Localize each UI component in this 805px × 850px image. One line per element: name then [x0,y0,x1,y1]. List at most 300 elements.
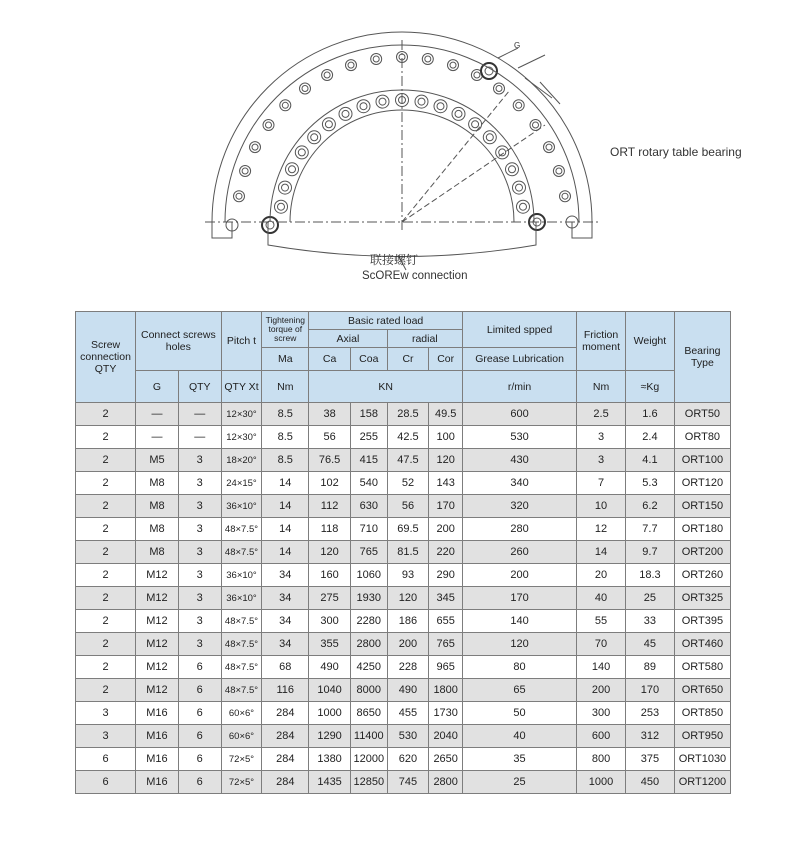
unit-rmin: r/min [463,371,577,403]
table-row [76,403,731,426]
table-cell: 36×10° [221,564,262,587]
radius-line [402,125,545,222]
table-cell: 284 [262,725,309,748]
table-cell: 48×7.5° [221,541,262,564]
screw-hole-inner [450,62,456,68]
table-cell: 52 [387,472,429,495]
table-row [76,564,731,587]
table-cell: 69.5 [387,518,429,541]
table-cell: 355 [309,633,351,656]
table-cell: ORT200 [674,541,730,564]
table-cell: 2 [76,449,136,472]
table-cell: 2 [76,633,136,656]
table-cell: 6 [76,771,136,794]
table-cell: 284 [262,748,309,771]
table-cell: 1435 [309,771,351,794]
screw-hole [263,120,274,131]
screw-hole [322,70,333,81]
table-cell: ORT120 [674,472,730,495]
table-row [76,679,731,702]
col-cor: Cor [429,348,463,371]
table-cell: 3 [577,426,626,449]
screw-hole-inner [516,184,523,191]
unit-kn: KN [309,371,463,403]
col-axial: Axial [309,330,387,348]
table-cell: 530 [463,426,577,449]
table-cell: 118 [309,518,351,541]
table-cell: 18.3 [625,564,674,587]
table-cell: 8.5 [262,449,309,472]
screw-hole [553,166,564,177]
table-cell: M12 [136,656,179,679]
dimension-line [540,82,560,104]
screw-hole [275,200,288,213]
table-cell: 24×15° [221,472,262,495]
table-cell: ORT80 [674,426,730,449]
screw-hole-inner [311,134,318,141]
table-cell: 1060 [350,564,387,587]
table-cell: 34 [262,564,309,587]
table-cell: ORT50 [674,403,730,426]
screw-hole-inner [425,56,431,62]
table-cell: M16 [136,748,179,771]
table-cell: 3 [577,449,626,472]
table-cell: 1000 [577,771,626,794]
table-cell: 12850 [350,771,387,794]
col-limited-speed: Limited spped [463,312,577,348]
table-cell: 36×10° [221,495,262,518]
table-cell: 12000 [350,748,387,771]
table-cell: 12×30° [221,403,262,426]
table-cell: 170 [463,587,577,610]
screw-hole [279,181,292,194]
table-cell: 72×5° [221,748,262,771]
screw-hole-inner [278,203,285,210]
table-cell: 186 [387,610,429,633]
table-cell: ORT850 [674,702,730,725]
table-cell: M12 [136,679,179,702]
table-row [76,656,731,679]
table-cell: 290 [429,564,463,587]
table-cell: 120 [463,633,577,656]
table-cell: ORT395 [674,610,730,633]
table-cell: 140 [577,656,626,679]
table-cell: 48×7.5° [221,518,262,541]
col-ma: Ma [262,348,309,371]
screw-hole-inner [282,102,288,108]
table-cell: 620 [387,748,429,771]
unit-qty: QTY [178,371,221,403]
screw-hole-inner [562,193,568,199]
table-cell: 255 [350,426,387,449]
col-connect-holes: Connect screws holes [136,312,222,371]
screw-hole [494,83,505,94]
table-cell: 490 [309,656,351,679]
table-cell: 1290 [309,725,351,748]
table-cell: 1730 [429,702,463,725]
table-cell: 47.5 [387,449,429,472]
table-cell: 116 [262,679,309,702]
table-cell: 415 [350,449,387,472]
table-cell: 102 [309,472,351,495]
screw-hole [496,146,509,159]
table-row [76,449,731,472]
table-cell: 2 [76,426,136,449]
screw-hole-inner [379,98,386,105]
table-cell: 800 [577,748,626,771]
table-cell: 600 [463,403,577,426]
table-cell: 3 [178,587,221,610]
screw-hole [357,100,370,113]
screw-hole-inner [348,62,354,68]
table-cell: 3 [178,564,221,587]
table-cell: 3 [178,472,221,495]
table-cell: 60×6° [221,702,262,725]
screw-hole-inner [418,98,425,105]
table-cell: 3 [178,610,221,633]
screw-hole-inner [360,103,367,110]
table-cell: 42.5 [387,426,429,449]
table-row [76,587,731,610]
table-cell: 38 [309,403,351,426]
screw-hole-inner [499,149,506,156]
table-cell: 3 [178,541,221,564]
table-cell: 25 [463,771,577,794]
table-cell: 34 [262,587,309,610]
table-row [76,518,731,541]
table-cell: 200 [463,564,577,587]
table-cell: 36×10° [221,587,262,610]
screw-hole [434,100,447,113]
table-cell: 2040 [429,725,463,748]
table-cell: 530 [387,725,429,748]
table-cell: 765 [429,633,463,656]
table-row [76,426,731,449]
table-cell: 76.5 [309,449,351,472]
table-cell: 430 [463,449,577,472]
page-title: ORT rotary table bearing [610,145,742,159]
ring-foot-right [572,222,592,238]
screw-hole [240,166,251,177]
table-cell: 40 [577,587,626,610]
table-cell: M16 [136,725,179,748]
screw-hole-inner [520,203,527,210]
screw-hole-inner [266,122,272,128]
table-cell: 300 [309,610,351,633]
screw-hole [452,107,465,120]
screw-hole [469,118,482,131]
table-cell: — [178,403,221,426]
table-cell: ORT950 [674,725,730,748]
table-cell: 1800 [429,679,463,702]
table-cell: 48×7.5° [221,679,262,702]
col-weight: Weight [625,312,674,371]
table-cell: 1000 [309,702,351,725]
g-dimension-label: G [514,41,521,50]
table-cell: 312 [625,725,674,748]
screw-hole [234,191,245,202]
screw-hole-inner [496,86,502,92]
table-cell: 5.3 [625,472,674,495]
table-cell: 55 [577,610,626,633]
table-cell: 1380 [309,748,351,771]
table-row [76,725,731,748]
table-cell: 253 [625,702,674,725]
table-cell: 6 [178,656,221,679]
table-cell: 14 [262,472,309,495]
screw-hole-inner [302,86,308,92]
table-cell: 120 [309,541,351,564]
table-cell: 3 [178,518,221,541]
table-cell: 8650 [350,702,387,725]
table-cell: 8.5 [262,426,309,449]
table-cell: 2650 [429,748,463,771]
table-cell: M12 [136,610,179,633]
table-cell: 710 [350,518,387,541]
table-cell: 375 [625,748,674,771]
col-basic-load: Basic rated load [309,312,463,330]
screw-hole-inner [516,102,522,108]
table-cell: 140 [463,610,577,633]
table-cell: 1040 [309,679,351,702]
table-cell: 14 [577,541,626,564]
screw-hole [483,131,496,144]
table-cell: 490 [387,679,429,702]
table-cell: 2 [76,495,136,518]
unit-nm: Nm [262,371,309,403]
table-cell: ORT325 [674,587,730,610]
screw-hole-inner [455,110,462,117]
table-row [76,748,731,771]
table-cell: 600 [577,725,626,748]
table-cell: 10 [577,495,626,518]
screw-hole [308,131,321,144]
screw-connection-caption-cn: 联接螺钉 [370,253,419,267]
table-cell: 8000 [350,679,387,702]
screw-hole [371,54,382,65]
table-row [76,495,731,518]
screw-hole-inner [546,144,552,150]
table-cell: 200 [429,518,463,541]
table-cell: 65 [463,679,577,702]
table-cell: 320 [463,495,577,518]
table-cell: 340 [463,472,577,495]
table-row [76,702,731,725]
unit-nm-friction: Nm [577,371,626,403]
screw-hole [415,95,428,108]
table-cell: 3 [76,725,136,748]
table-cell: 3 [76,702,136,725]
table-cell: 200 [577,679,626,702]
table-cell: 70 [577,633,626,656]
screw-hole-inner [298,149,305,156]
table-cell: 45 [625,633,674,656]
screw-hole [346,60,357,71]
table-cell: 345 [429,587,463,610]
screw-hole-inner [324,72,330,78]
screw-hole-inner [289,166,296,173]
screw-hole [544,142,555,153]
screw-hole [422,54,433,65]
screw-hole [513,100,524,111]
table-cell: 28.5 [387,403,429,426]
screw-hole [280,100,291,111]
table-cell: 48×7.5° [221,656,262,679]
screw-hole-inner [342,110,349,117]
screw-hole-inner [373,56,379,62]
table-cell: M16 [136,771,179,794]
table-cell: 6 [178,748,221,771]
table-cell: 170 [625,679,674,702]
table-cell: 158 [350,403,387,426]
table-cell: 6 [178,702,221,725]
col-screw-qty: Screw connection QTY [76,312,136,403]
table-cell: — [136,426,179,449]
table-cell: M8 [136,495,179,518]
table-cell: 14 [262,541,309,564]
table-cell: 56 [387,495,429,518]
table-row [76,610,731,633]
table-cell: 14 [262,495,309,518]
table-cell: 8.5 [262,403,309,426]
table-cell: 4.1 [625,449,674,472]
screw-hole [322,118,335,131]
table-cell: M12 [136,633,179,656]
table-cell: 6 [76,748,136,771]
table-cell: 4250 [350,656,387,679]
unit-g: G [136,371,179,403]
table-cell: 2280 [350,610,387,633]
screw-hole [286,163,299,176]
table-cell: ORT1200 [674,771,730,794]
table-cell: 72×5° [221,771,262,794]
table-cell: 3 [178,633,221,656]
screw-hole [448,60,459,71]
col-cr: Cr [387,348,429,371]
table-cell: 60×6° [221,725,262,748]
table-cell: 2 [76,610,136,633]
table-cell: 300 [577,702,626,725]
table-cell: 540 [350,472,387,495]
table-cell: 6 [178,771,221,794]
table-cell: ORT260 [674,564,730,587]
table-cell: 2 [76,472,136,495]
table-cell: 745 [387,771,429,794]
table-cell: 18×20° [221,449,262,472]
table-cell: 6 [178,679,221,702]
screw-hole-inner [325,121,332,128]
col-ca: Ca [309,348,351,371]
table-cell: 34 [262,610,309,633]
table-cell: ORT150 [674,495,730,518]
screw-hole [560,191,571,202]
table-cell: 93 [387,564,429,587]
table-cell: 14 [262,518,309,541]
specification-table [75,311,731,794]
table-cell: 455 [387,702,429,725]
screw-hole-inner [509,166,516,173]
table-cell: 2800 [429,771,463,794]
col-friction: Friction moment [577,312,626,371]
screw-hole [339,107,352,120]
screw-hole-inner [474,72,480,78]
table-cell: 3 [178,449,221,472]
table-cell: 48×7.5° [221,633,262,656]
table-cell: 3 [178,495,221,518]
screw-hole-inner [282,184,289,191]
screw-hole [506,163,519,176]
screw-hole-inner [252,144,258,150]
table-cell: ORT460 [674,633,730,656]
screw-hole-inner [472,121,479,128]
table-cell: 160 [309,564,351,587]
table-cell: M12 [136,587,179,610]
table-cell: M8 [136,541,179,564]
table-cell: 2 [76,564,136,587]
table-cell: 200 [387,633,429,656]
screw-hole [513,181,526,194]
screw-hole-inner [236,193,242,199]
table-row [76,472,731,495]
table-cell: M8 [136,472,179,495]
table-cell: — [178,426,221,449]
table-cell: 275 [309,587,351,610]
table-cell: 1.6 [625,403,674,426]
table-cell: 220 [429,541,463,564]
table-cell: 450 [625,771,674,794]
table-cell: 81.5 [387,541,429,564]
col-pitch: Pitch t [221,312,262,371]
table-cell: 1930 [350,587,387,610]
table-cell: 2800 [350,633,387,656]
table-cell: 6.2 [625,495,674,518]
table-cell: 9.7 [625,541,674,564]
table-cell: 2 [76,656,136,679]
table-cell: — [136,403,179,426]
table-row [76,771,731,794]
screw-hole [300,83,311,94]
col-grease: Grease Lubrication [463,348,577,371]
table-cell: M5 [136,449,179,472]
table-cell: 2 [76,587,136,610]
screw-hole-inner [242,168,248,174]
table-cell: 170 [429,495,463,518]
table-cell: 56 [309,426,351,449]
table-cell: 630 [350,495,387,518]
table-cell: 765 [350,541,387,564]
table-cell: 33 [625,610,674,633]
table-cell: 228 [387,656,429,679]
table-cell: ORT100 [674,449,730,472]
col-torque: Tightening torque of screw [262,312,309,348]
dimension-line [518,55,545,68]
table-cell: 2 [76,679,136,702]
table-cell: 284 [262,702,309,725]
table-cell: 655 [429,610,463,633]
table-cell: 12×30° [221,426,262,449]
screw-hole [250,142,261,153]
col-bearing-type: Bearing Type [674,312,730,403]
unit-qty-xt: QTY Xt [221,371,262,403]
col-radial: radial [387,330,462,348]
table-cell: 120 [429,449,463,472]
table-cell: 143 [429,472,463,495]
table-row [76,633,731,656]
unit-kg: ≈Kg [625,371,674,403]
col-coa: Coa [350,348,387,371]
table-cell: 2.4 [625,426,674,449]
screw-hole-inner [533,122,539,128]
